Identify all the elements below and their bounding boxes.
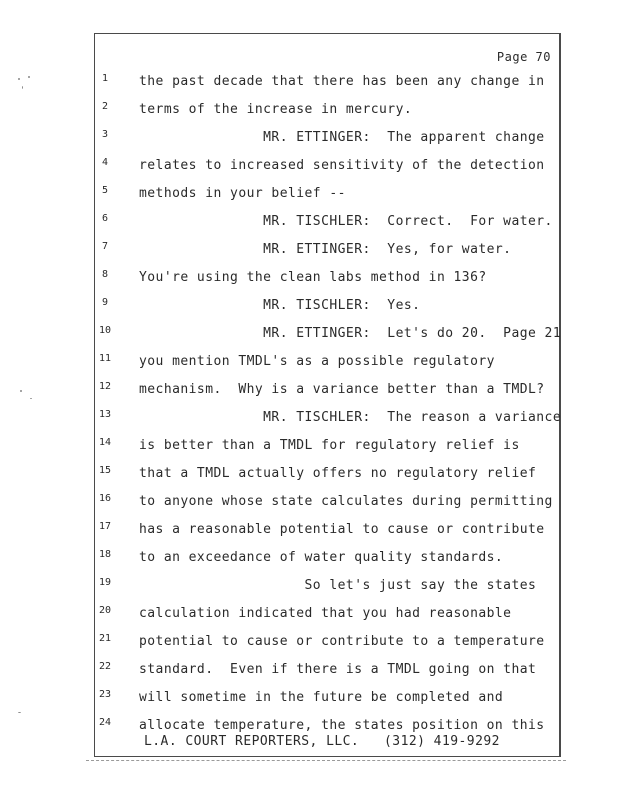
line-number: 15	[98, 465, 112, 476]
transcript-lines	[95, 68, 562, 740]
line-text: terms of the increase in mercury.	[139, 102, 413, 117]
line-text: will sometime in the future be completed and	[139, 690, 504, 705]
transcript-line	[95, 600, 559, 628]
line-text: You're using the clean labs method in 136?	[139, 270, 487, 285]
line-text: to an exceedance of water quality standards.	[139, 550, 504, 565]
scan-speck	[20, 390, 22, 392]
transcript-line	[95, 180, 559, 208]
scan-speck	[18, 712, 21, 713]
transcript-line	[95, 208, 559, 236]
transcript-line	[95, 320, 562, 348]
transcript-line	[95, 152, 559, 180]
line-text: you mention TMDL's as a possible regulatory	[139, 354, 495, 369]
line-text: methods in your belief --	[139, 186, 346, 201]
line-number: 2	[101, 101, 109, 112]
transcript-line	[95, 292, 559, 320]
transcript-line	[95, 376, 559, 404]
line-number: 3	[101, 129, 109, 140]
line-number: 14	[98, 437, 112, 448]
scan-speck	[18, 78, 20, 80]
line-number: 20	[98, 605, 112, 616]
line-number: 24	[98, 717, 112, 728]
line-number: 17	[98, 521, 112, 532]
line-text: MR. TISCHLER: Correct. For water.	[139, 214, 553, 229]
line-number: 13	[98, 409, 112, 420]
transcript-line	[95, 264, 559, 292]
transcript-line	[95, 432, 559, 460]
line-text: mechanism. Why is a variance better than a TMDL?	[139, 382, 545, 397]
line-text: is better than a TMDL for regulatory relief is	[139, 438, 520, 453]
transcript-line	[95, 572, 559, 600]
scan-speck	[28, 76, 30, 78]
line-text: standard. Even if there is a TMDL going on that	[139, 662, 537, 677]
transcript-line	[95, 124, 559, 152]
transcript-line	[95, 96, 559, 124]
line-number: 23	[98, 689, 112, 700]
transcript-line	[95, 628, 559, 656]
line-number: 19	[98, 577, 112, 588]
line-number: 11	[98, 353, 112, 364]
line-number: 9	[101, 297, 109, 308]
line-text: MR. TISCHLER: The reason a variance	[139, 410, 562, 425]
line-number: 16	[98, 493, 112, 504]
line-text: to anyone whose state calculates during permitting	[139, 494, 553, 509]
transcript-line	[95, 236, 559, 264]
line-text: MR. ETTINGER: The apparent change	[139, 130, 545, 145]
line-number: 12	[98, 381, 112, 392]
scan-bottom-edge	[86, 760, 566, 762]
line-text: MR. ETTINGER: Yes, for water.	[139, 242, 512, 257]
transcript-line	[95, 544, 559, 572]
scan-speck	[30, 398, 32, 399]
line-number: 6	[101, 213, 109, 224]
line-text: potential to cause or contribute to a temperature	[139, 634, 545, 649]
transcript-line	[95, 68, 559, 96]
scan-speck	[22, 86, 23, 89]
line-number: 10	[98, 325, 112, 336]
line-text: MR. ETTINGER: Let's do 20. Page 21	[139, 326, 562, 341]
transcript-line	[95, 348, 559, 376]
line-text: MR. TISCHLER: Yes.	[139, 298, 421, 313]
line-text: So let's just say the states	[139, 578, 537, 593]
transcript-line	[95, 404, 562, 432]
line-number: 5	[101, 185, 109, 196]
line-text: the past decade that there has been any change in	[139, 74, 545, 89]
line-number: 18	[98, 549, 112, 560]
transcript-page	[94, 33, 561, 757]
line-number: 1	[101, 73, 109, 84]
line-number: 22	[98, 661, 112, 672]
transcript-line	[95, 684, 559, 712]
court-reporter-footer: L.A. COURT REPORTERS, LLC. (312) 419-9292	[144, 734, 500, 749]
transcript-line	[95, 460, 559, 488]
line-number: 4	[101, 157, 109, 168]
transcript-line	[95, 516, 559, 544]
page-number: Page 70	[496, 50, 551, 64]
line-text: has a reasonable potential to cause or contribute	[139, 522, 545, 537]
transcript-line	[95, 488, 559, 516]
line-number: 21	[98, 633, 112, 644]
line-number: 8	[101, 269, 109, 280]
line-text: allocate temperature, the states position on this	[139, 718, 545, 733]
line-text: that a TMDL actually offers no regulatory relief	[139, 466, 537, 481]
transcript-line	[95, 656, 559, 684]
line-text: relates to increased sensitivity of the detection	[139, 158, 545, 173]
line-number: 7	[101, 241, 109, 252]
line-text: calculation indicated that you had reasonable	[139, 606, 512, 621]
